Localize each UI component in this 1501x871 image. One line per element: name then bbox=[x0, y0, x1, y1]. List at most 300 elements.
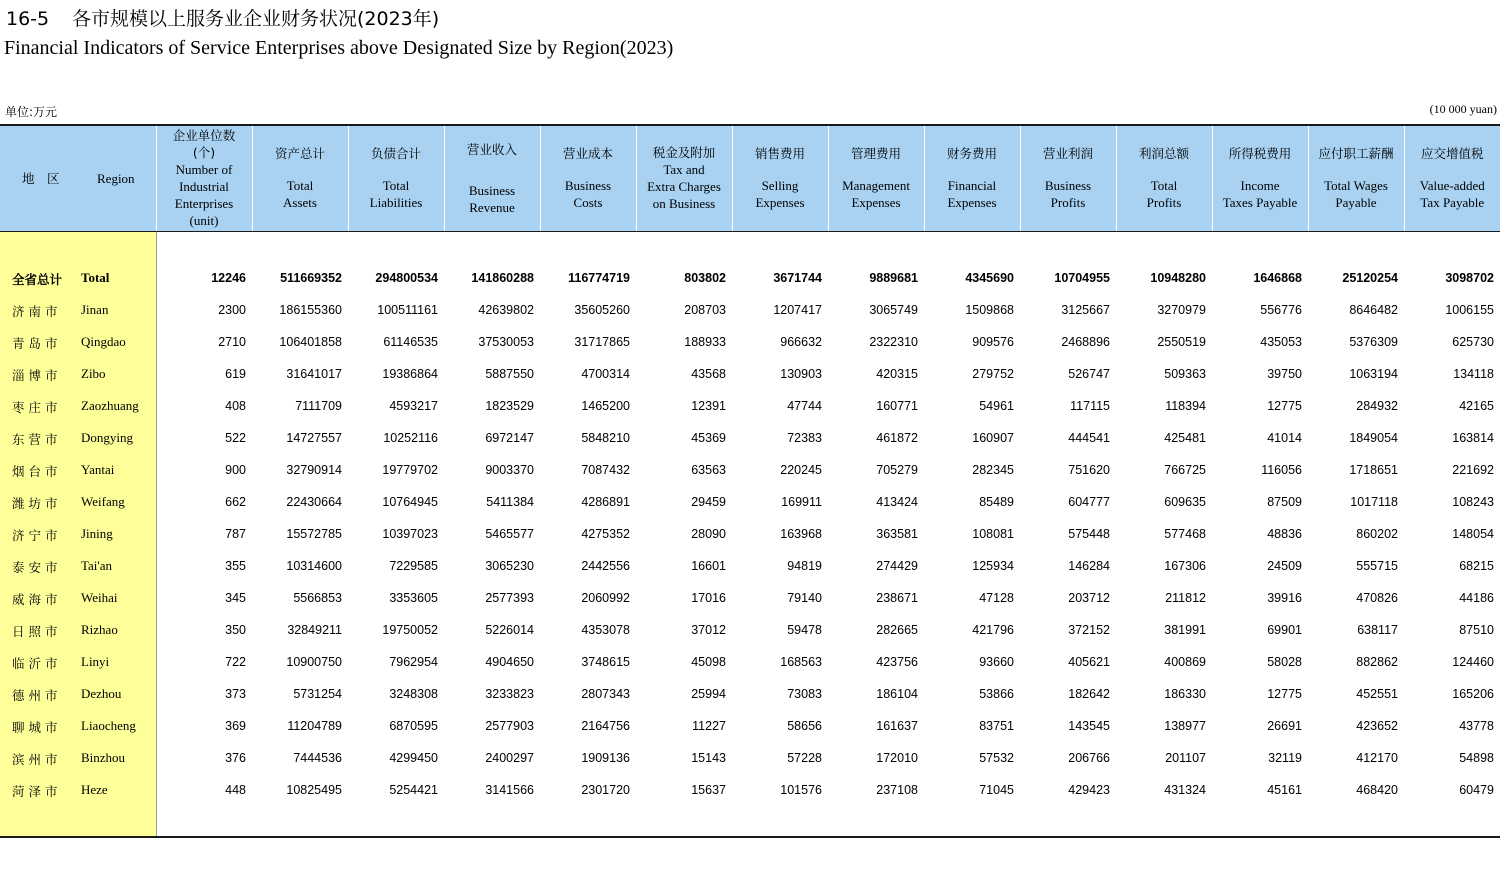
value-cell: 909576 bbox=[972, 334, 1014, 349]
value-cell: 3270979 bbox=[1157, 302, 1206, 317]
value-cell: 87510 bbox=[1459, 622, 1494, 637]
value-cell: 423652 bbox=[1356, 718, 1398, 733]
column-header-financial-expenses bbox=[924, 125, 1020, 231]
column-header-business-profits bbox=[1020, 125, 1116, 231]
value-cell: 444541 bbox=[1068, 430, 1110, 445]
value-cell: 160771 bbox=[876, 398, 918, 413]
value-cell: 9003370 bbox=[485, 462, 534, 477]
value-cell: 5566853 bbox=[293, 590, 342, 605]
value-cell: 294800534 bbox=[375, 270, 438, 285]
value-cell: 220245 bbox=[780, 462, 822, 477]
column-header-en: Total bbox=[286, 178, 314, 194]
value-cell: 10825495 bbox=[286, 782, 342, 797]
column-header-cn: 税金及附加 bbox=[652, 145, 716, 161]
region-cell bbox=[0, 358, 156, 390]
value-cell: 25994 bbox=[691, 686, 726, 701]
value-cell: 15572785 bbox=[286, 526, 342, 541]
region-cell bbox=[0, 326, 156, 358]
value-cell: 8646482 bbox=[1349, 302, 1398, 317]
value-cell: 1509868 bbox=[965, 302, 1014, 317]
column-header-cn: 企业单位数 bbox=[172, 128, 236, 144]
region-name-cn: 济南市 bbox=[12, 303, 62, 319]
value-cell: 3748615 bbox=[581, 654, 630, 669]
value-cell: 4593217 bbox=[389, 398, 438, 413]
table-row bbox=[0, 742, 1500, 774]
region-name-en: Jinan bbox=[81, 301, 109, 317]
column-header-enterprises bbox=[156, 125, 252, 231]
value-cell: 83751 bbox=[979, 718, 1014, 733]
region-name-en: Dongying bbox=[81, 429, 133, 445]
table-row bbox=[0, 326, 1500, 358]
value-cell: 420315 bbox=[876, 366, 918, 381]
value-cell: 372152 bbox=[1068, 622, 1110, 637]
region-name-cn: 全省总计 bbox=[12, 271, 63, 287]
value-cell: 167306 bbox=[1164, 558, 1206, 573]
column-header-en: Industrial bbox=[179, 179, 229, 195]
value-cell: 4286891 bbox=[581, 494, 630, 509]
value-cell: 143545 bbox=[1068, 718, 1110, 733]
value-cell: 7111709 bbox=[295, 398, 342, 413]
region-name-cn: 青岛市 bbox=[12, 335, 62, 351]
column-header-cn: 所得税费用 bbox=[1228, 146, 1292, 162]
value-cell: 117115 bbox=[1070, 398, 1110, 413]
value-cell: 4275352 bbox=[581, 526, 630, 541]
column-header-income-taxes bbox=[1212, 125, 1308, 231]
column-header-en: Financial bbox=[947, 178, 997, 194]
column-header-cn: 营业成本 bbox=[562, 146, 613, 162]
region-cell bbox=[0, 806, 156, 837]
value-cell: 1063194 bbox=[1349, 366, 1398, 381]
region-name-cn: 枣庄市 bbox=[12, 399, 62, 415]
value-cell: 165206 bbox=[1452, 686, 1494, 701]
value-cell: 284932 bbox=[1356, 398, 1398, 413]
value-cell: 69901 bbox=[1267, 622, 1302, 637]
value-cell: 448 bbox=[225, 782, 246, 797]
table-row bbox=[0, 678, 1500, 710]
value-cell: 638117 bbox=[1357, 622, 1398, 637]
column-header-en: Tax Payable bbox=[1420, 195, 1485, 211]
value-cell: 10764945 bbox=[382, 494, 438, 509]
table-title-cn bbox=[6, 4, 439, 31]
value-cell: 5731254 bbox=[293, 686, 342, 701]
column-header-en: Liabilities bbox=[369, 195, 423, 211]
column-header-en: Assets bbox=[283, 195, 317, 211]
region-name-en: Dezhou bbox=[81, 685, 122, 701]
value-cell: 556776 bbox=[1260, 302, 1302, 317]
region-header-en: Region bbox=[97, 171, 135, 186]
column-header-en: Business bbox=[1044, 178, 1092, 194]
value-cell: 26691 bbox=[1267, 718, 1302, 733]
value-cell: 423756 bbox=[876, 654, 918, 669]
column-header-en: Taxes Payable bbox=[1222, 195, 1298, 211]
value-cell: 373 bbox=[225, 686, 246, 701]
column-header-en: Expenses bbox=[851, 195, 901, 211]
value-cell: 1823529 bbox=[485, 398, 534, 413]
region-name-cn: 德州市 bbox=[12, 687, 62, 703]
value-cell: 12246 bbox=[211, 270, 246, 285]
value-cell: 106401858 bbox=[279, 334, 342, 349]
value-cell: 48836 bbox=[1267, 526, 1302, 541]
value-cell: 1017118 bbox=[1350, 494, 1398, 509]
region-name-en: Weihai bbox=[81, 589, 118, 605]
value-cell: 10704955 bbox=[1054, 270, 1110, 285]
column-header-en: Number of bbox=[175, 162, 233, 178]
value-cell: 522 bbox=[225, 430, 246, 445]
region-name-cn: 淄博市 bbox=[12, 367, 62, 383]
value-cell: 468420 bbox=[1356, 782, 1398, 797]
region-name-cn: 临沂市 bbox=[12, 655, 62, 671]
value-cell: 1465200 bbox=[581, 398, 630, 413]
value-cell: 182642 bbox=[1068, 686, 1110, 701]
financial-indicators-table bbox=[0, 124, 1500, 838]
region-cell bbox=[0, 646, 156, 678]
value-cell: 3125667 bbox=[1061, 302, 1110, 317]
title-cn-text: 各市规模以上服务业企业财务状况(2023年) bbox=[72, 8, 440, 30]
value-cell: 2300 bbox=[218, 302, 246, 317]
value-cell: 203712 bbox=[1068, 590, 1110, 605]
value-cell: 206766 bbox=[1068, 750, 1110, 765]
column-header-en: Profits bbox=[1146, 195, 1182, 211]
header-row bbox=[0, 125, 1500, 231]
column-header-cn: 应交增值税 bbox=[1420, 146, 1484, 162]
value-cell: 5411384 bbox=[486, 494, 534, 509]
column-header-cn: 营业收入 bbox=[466, 141, 517, 157]
column-header-en: Expenses bbox=[755, 195, 805, 211]
table-row bbox=[0, 454, 1500, 486]
value-cell: 32119 bbox=[1268, 750, 1302, 765]
column-header-cn-unit: (个) bbox=[192, 145, 216, 161]
column-header-vat-payable bbox=[1404, 125, 1500, 231]
region-name-cn: 济宁市 bbox=[12, 527, 62, 543]
value-cell: 2577393 bbox=[485, 590, 534, 605]
value-cell: 363581 bbox=[876, 526, 918, 541]
table-row-total bbox=[0, 262, 1500, 294]
value-cell: 237108 bbox=[876, 782, 918, 797]
value-cell: 345 bbox=[225, 590, 246, 605]
column-header-en: Revenue bbox=[469, 199, 515, 215]
table-body bbox=[0, 231, 1500, 837]
region-name-en: Weifang bbox=[81, 493, 125, 509]
value-cell: 15143 bbox=[691, 750, 726, 765]
region-name-cn: 威海市 bbox=[12, 591, 62, 607]
region-name-en: Binzhou bbox=[81, 749, 126, 765]
value-cell: 63563 bbox=[691, 462, 726, 477]
region-cell bbox=[0, 774, 156, 806]
value-cell: 39916 bbox=[1267, 590, 1302, 605]
value-cell: 10397023 bbox=[382, 526, 438, 541]
value-cell: 32790914 bbox=[286, 462, 342, 477]
value-cell: 43568 bbox=[691, 366, 726, 381]
column-header-cn: 负债合计 bbox=[370, 146, 421, 162]
value-cell: 2468896 bbox=[1061, 334, 1110, 349]
value-cell: 5226014 bbox=[485, 622, 534, 637]
column-header-en: Business bbox=[564, 178, 612, 194]
value-cell: 803802 bbox=[684, 270, 726, 285]
value-cell: 3671744 bbox=[773, 270, 822, 285]
region-name-en: Heze bbox=[81, 781, 108, 797]
column-header-en: Costs bbox=[573, 195, 603, 211]
column-header-en: Management bbox=[842, 178, 910, 194]
table-row bbox=[0, 646, 1500, 678]
value-cell: 146284 bbox=[1068, 558, 1110, 573]
column-header-total-assets bbox=[252, 125, 348, 231]
value-cell: 282345 bbox=[972, 462, 1014, 477]
value-cell: 2060992 bbox=[581, 590, 630, 605]
region-name-cn: 聊城市 bbox=[12, 719, 62, 735]
value-cell: 400869 bbox=[1164, 654, 1206, 669]
column-header-cn: 营业利润 bbox=[1042, 146, 1093, 162]
value-cell: 22430664 bbox=[286, 494, 342, 509]
value-cell: 6870595 bbox=[389, 718, 438, 733]
value-cell: 376 bbox=[225, 750, 246, 765]
value-cell: 12775 bbox=[1267, 398, 1302, 413]
value-cell: 11204789 bbox=[287, 718, 342, 733]
value-cell: 7087432 bbox=[581, 462, 630, 477]
value-cell: 44186 bbox=[1459, 590, 1494, 605]
value-cell: 381991 bbox=[1164, 622, 1206, 637]
value-cell: 31641017 bbox=[286, 366, 342, 381]
value-cell: 85489 bbox=[979, 494, 1014, 509]
value-cell: 124460 bbox=[1452, 654, 1494, 669]
column-header-en: Total Wages bbox=[1324, 178, 1388, 194]
value-cell: 350 bbox=[225, 622, 246, 637]
value-cell: 134118 bbox=[1453, 366, 1494, 381]
value-cell: 705279 bbox=[876, 462, 918, 477]
value-cell: 412170 bbox=[1356, 750, 1398, 765]
value-cell: 163814 bbox=[1452, 430, 1494, 445]
value-cell: 662 bbox=[225, 494, 246, 509]
region-name-cn: 烟台市 bbox=[12, 463, 62, 479]
column-header-management-expenses bbox=[828, 125, 924, 231]
value-cell: 1909136 bbox=[581, 750, 630, 765]
value-cell: 1006155 bbox=[1445, 302, 1494, 317]
region-cell bbox=[0, 231, 156, 262]
value-cell: 186155360 bbox=[279, 302, 342, 317]
value-cell: 58656 bbox=[787, 718, 822, 733]
value-cell: 172010 bbox=[876, 750, 918, 765]
column-header-cn: 财务费用 bbox=[946, 146, 997, 162]
value-cell: 141860288 bbox=[471, 270, 534, 285]
column-header-total-wages bbox=[1308, 125, 1404, 231]
value-cell: 163968 bbox=[780, 526, 822, 541]
table-row bbox=[0, 614, 1500, 646]
value-cell: 461872 bbox=[876, 430, 918, 445]
value-cell: 59478 bbox=[787, 622, 822, 637]
value-cell: 405621 bbox=[1068, 654, 1110, 669]
value-cell: 5887550 bbox=[485, 366, 534, 381]
value-cell: 555715 bbox=[1356, 558, 1398, 573]
region-name-cn: 菏泽市 bbox=[12, 783, 62, 799]
column-header-total-liabilities bbox=[348, 125, 444, 231]
value-cell: 900 bbox=[225, 462, 246, 477]
value-cell: 54961 bbox=[979, 398, 1014, 413]
region-cell bbox=[0, 454, 156, 486]
column-header-en: on Business bbox=[652, 196, 716, 212]
column-header-selling-expenses bbox=[732, 125, 828, 231]
column-header-en: Payable bbox=[1335, 195, 1377, 211]
value-cell: 274429 bbox=[876, 558, 918, 573]
column-header-en: Enterprises bbox=[174, 196, 234, 212]
column-header-en: Profits bbox=[1050, 195, 1086, 211]
value-cell: 108081 bbox=[972, 526, 1014, 541]
value-cell: 100511161 bbox=[377, 302, 438, 317]
region-cell bbox=[0, 262, 156, 294]
value-cell: 625730 bbox=[1452, 334, 1494, 349]
value-cell: 882862 bbox=[1356, 654, 1398, 669]
region-cell bbox=[0, 550, 156, 582]
region-cell bbox=[0, 614, 156, 646]
value-cell: 369 bbox=[225, 718, 246, 733]
table-row bbox=[0, 582, 1500, 614]
value-cell: 11227 bbox=[692, 718, 726, 733]
value-cell: 3233823 bbox=[485, 686, 534, 701]
value-cell: 279752 bbox=[972, 366, 1014, 381]
value-cell: 54898 bbox=[1459, 750, 1494, 765]
value-cell: 722 bbox=[225, 654, 246, 669]
region-cell bbox=[0, 710, 156, 742]
value-cell: 57228 bbox=[787, 750, 822, 765]
value-cell: 42639802 bbox=[478, 302, 534, 317]
table-row bbox=[0, 358, 1500, 390]
value-cell: 860202 bbox=[1356, 526, 1398, 541]
value-cell: 93660 bbox=[979, 654, 1014, 669]
value-cell: 43778 bbox=[1459, 718, 1494, 733]
spacer-row bbox=[0, 806, 1500, 837]
region-cell bbox=[0, 742, 156, 774]
value-cell: 2807343 bbox=[581, 686, 630, 701]
region-name-en: Zibo bbox=[81, 365, 106, 381]
column-header-cn: 利润总额 bbox=[1138, 146, 1189, 162]
value-cell: 4345690 bbox=[965, 270, 1014, 285]
value-cell: 94819 bbox=[787, 558, 822, 573]
value-cell: 3065749 bbox=[869, 302, 918, 317]
value-cell: 169911 bbox=[781, 494, 822, 509]
value-cell: 2400297 bbox=[485, 750, 534, 765]
value-cell: 138977 bbox=[1164, 718, 1206, 733]
region-cell bbox=[0, 486, 156, 518]
region-name-cn: 东营市 bbox=[12, 431, 62, 447]
value-cell: 4700314 bbox=[581, 366, 630, 381]
value-cell: 2710 bbox=[218, 334, 246, 349]
value-cell: 12391 bbox=[691, 398, 726, 413]
value-cell: 2577903 bbox=[485, 718, 534, 733]
value-cell: 452551 bbox=[1356, 686, 1398, 701]
value-cell: 10900750 bbox=[286, 654, 342, 669]
value-cell: 5848210 bbox=[581, 430, 630, 445]
column-header-en: Income bbox=[1240, 178, 1280, 194]
value-cell: 425481 bbox=[1164, 430, 1206, 445]
value-cell: 211812 bbox=[1165, 590, 1206, 605]
value-cell: 221692 bbox=[1452, 462, 1494, 477]
value-cell: 10314600 bbox=[286, 558, 342, 573]
value-cell: 68215 bbox=[1459, 558, 1494, 573]
value-cell: 35605260 bbox=[574, 302, 630, 317]
table-row bbox=[0, 518, 1500, 550]
value-cell: 609635 bbox=[1164, 494, 1206, 509]
value-cell: 435053 bbox=[1260, 334, 1302, 349]
value-cell: 966632 bbox=[780, 334, 822, 349]
value-cell: 421796 bbox=[972, 622, 1014, 637]
table-number: 16-5 bbox=[6, 8, 50, 30]
value-cell: 751620 bbox=[1068, 462, 1110, 477]
value-cell: 10252116 bbox=[383, 430, 438, 445]
region-column-header bbox=[0, 125, 156, 231]
value-cell: 1646868 bbox=[1253, 270, 1302, 285]
value-cell: 511669352 bbox=[280, 270, 342, 285]
column-header-en: Expenses bbox=[947, 195, 997, 211]
value-cell: 19779702 bbox=[382, 462, 438, 477]
value-cell: 5254421 bbox=[389, 782, 438, 797]
value-cell: 5465577 bbox=[485, 526, 534, 541]
value-cell: 28090 bbox=[691, 526, 726, 541]
region-name-en: Rizhao bbox=[81, 621, 118, 637]
region-name-cn: 日照市 bbox=[12, 623, 62, 639]
value-cell: 130903 bbox=[780, 366, 822, 381]
unit-label-cn: 单位:万元 bbox=[5, 105, 58, 119]
value-cell: 431324 bbox=[1164, 782, 1206, 797]
column-header-en: (unit) bbox=[189, 213, 219, 229]
region-name-cn: 滨州市 bbox=[12, 751, 62, 767]
value-cell: 4904650 bbox=[485, 654, 534, 669]
table-row bbox=[0, 294, 1500, 326]
value-cell: 186330 bbox=[1164, 686, 1206, 701]
value-cell: 148054 bbox=[1452, 526, 1494, 541]
unit-label-en: (10 000 yuan) bbox=[1429, 102, 1497, 116]
value-cell: 57532 bbox=[979, 750, 1014, 765]
value-cell: 17016 bbox=[691, 590, 726, 605]
region-name-cn: 潍坊市 bbox=[12, 495, 62, 511]
value-cell: 12775 bbox=[1267, 686, 1302, 701]
region-cell bbox=[0, 422, 156, 454]
column-header-cn: 资产总计 bbox=[274, 146, 325, 162]
value-cell: 2164756 bbox=[581, 718, 630, 733]
value-cell: 413424 bbox=[876, 494, 918, 509]
value-cell: 118394 bbox=[1165, 398, 1206, 413]
value-cell: 87509 bbox=[1267, 494, 1302, 509]
value-cell: 9889681 bbox=[869, 270, 918, 285]
column-header-cn: 销售费用 bbox=[754, 146, 805, 162]
value-cell: 60479 bbox=[1459, 782, 1494, 797]
value-cell: 42165 bbox=[1459, 398, 1494, 413]
value-cell: 201107 bbox=[1165, 750, 1206, 765]
region-name-en: Yantai bbox=[81, 461, 115, 477]
region-name-en: Liaocheng bbox=[81, 717, 136, 733]
value-cell: 45098 bbox=[691, 654, 726, 669]
value-cell: 1849054 bbox=[1349, 430, 1398, 445]
value-cell: 37530053 bbox=[478, 334, 534, 349]
value-cell: 7229585 bbox=[389, 558, 438, 573]
region-name-en: Jining bbox=[81, 525, 113, 541]
value-cell: 125934 bbox=[972, 558, 1014, 573]
table-row bbox=[0, 486, 1500, 518]
value-cell: 101576 bbox=[780, 782, 822, 797]
value-cell: 15637 bbox=[691, 782, 726, 797]
value-cell: 61146535 bbox=[383, 334, 438, 349]
value-cell: 509363 bbox=[1164, 366, 1206, 381]
table-row bbox=[0, 710, 1500, 742]
region-name-en: Qingdao bbox=[81, 333, 126, 349]
value-cell: 7444536 bbox=[293, 750, 342, 765]
value-cell: 72383 bbox=[787, 430, 822, 445]
value-cell: 619 bbox=[225, 366, 246, 381]
value-cell: 2550519 bbox=[1157, 334, 1206, 349]
value-cell: 45161 bbox=[1267, 782, 1302, 797]
value-cell: 4299450 bbox=[389, 750, 438, 765]
value-cell: 161637 bbox=[876, 718, 918, 733]
value-cell: 53866 bbox=[979, 686, 1014, 701]
value-cell: 116056 bbox=[1261, 462, 1302, 477]
value-cell: 470826 bbox=[1356, 590, 1398, 605]
